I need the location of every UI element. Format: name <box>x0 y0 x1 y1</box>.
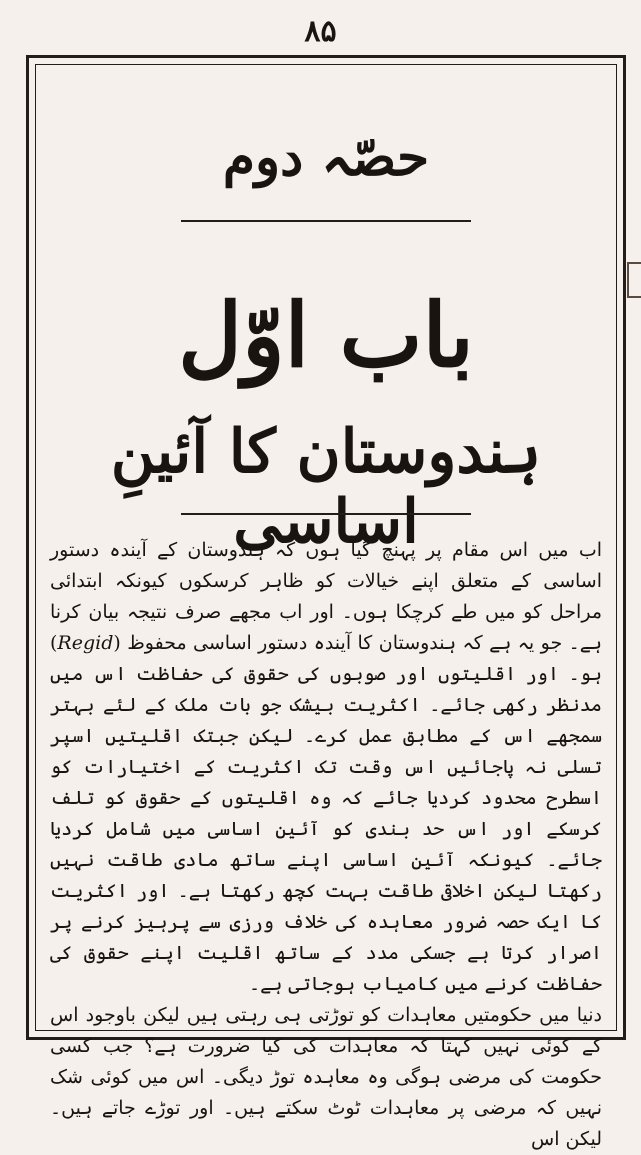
heading-divider-bottom <box>181 513 471 515</box>
paragraph-2: دنیا میں حکومتیں معاہدات کو توڑتی ہی رہتی ہیں لیکن باوجود اس کے کوئی نہیں کہتا کہ معاہدات کی کیا ضرورت ہے؟ جب کسی حکومت کی مرضی ہوگی وہ معاہدہ توڑ دیگی۔ اس میں کوئی شک نہیں کہ مرضی پر معاہدات ٹوٹ سکتے ہیں۔ اور توڑے جاتے ہیں۔ لیکن اس <box>50 1004 602 1150</box>
chapter-title: ہندوستان کا آئینِ اساسی <box>110 417 542 557</box>
page-frame <box>26 55 626 1150</box>
body-text <box>50 535 602 1155</box>
page-frame-inner <box>35 64 617 1150</box>
chapter-heading: باب اوّل <box>178 283 474 387</box>
latin-term: Regid <box>57 632 114 654</box>
paragraph-1-end: ) ہو۔ اور اقلیتوں اور صوبوں کی حقوق کی حفاظت اس میں مدنظر رکھی جائے۔ اکثریت بیشک جو بات ملک کے لئے بہتر سمجھے اس کے مطابق عمل کرے۔ لیکن جبتک اقلیتیں اسپر تسلی نہ پاجائیں اس وقت تک اکثریت کے اختیارات کو اسطرح محدود کردیا جائے کہ وہ اقلیتوں کے حقوق کو تلف کرسکے اور اس حد بندی کو آئین اساسی میں شامل کردیا جائے۔ کیونکہ آئین اساسی اپنے ساتھ مادی طاقت نہیں رکھتا لیکن اخلاقی طاقت بہت کچھ رکھتا ہے۔ اور اکثریت کا ایک حصہ ضرور معاہدہ کی خلاف ورزی سے پرہیز کرنے پر اصرار کرتا ہے جسکی مدد کے ساتھ اقلیت اپنے حقوق کی حفاظت کرنے میں کامیاب ہوجاتی ہے۔ <box>50 632 602 995</box>
paragraph-1-start: اب میں اس مقام پر پہنچ گیا ہوں کہ ہندوستان کے آیندہ دستور اساسی کے متعلق اپنے خیالات کو ظاہر کرسکوں کیونکہ ابتدائی مراحل کو میں طے کرچکا ہوں۔ اور اب مجھے صرف نتیجہ بیان کرنا ہے۔ جو یہ ہے کہ ہندوستان کا آیندہ دستور اساسی محفوظ ( <box>50 539 602 654</box>
heading-divider-top <box>181 220 471 222</box>
paragraph-1 <box>50 535 602 1000</box>
page-edge-tab <box>627 262 641 298</box>
page-number: ۸۵ <box>304 14 337 49</box>
part-heading: حصّہ دوم <box>222 127 430 188</box>
